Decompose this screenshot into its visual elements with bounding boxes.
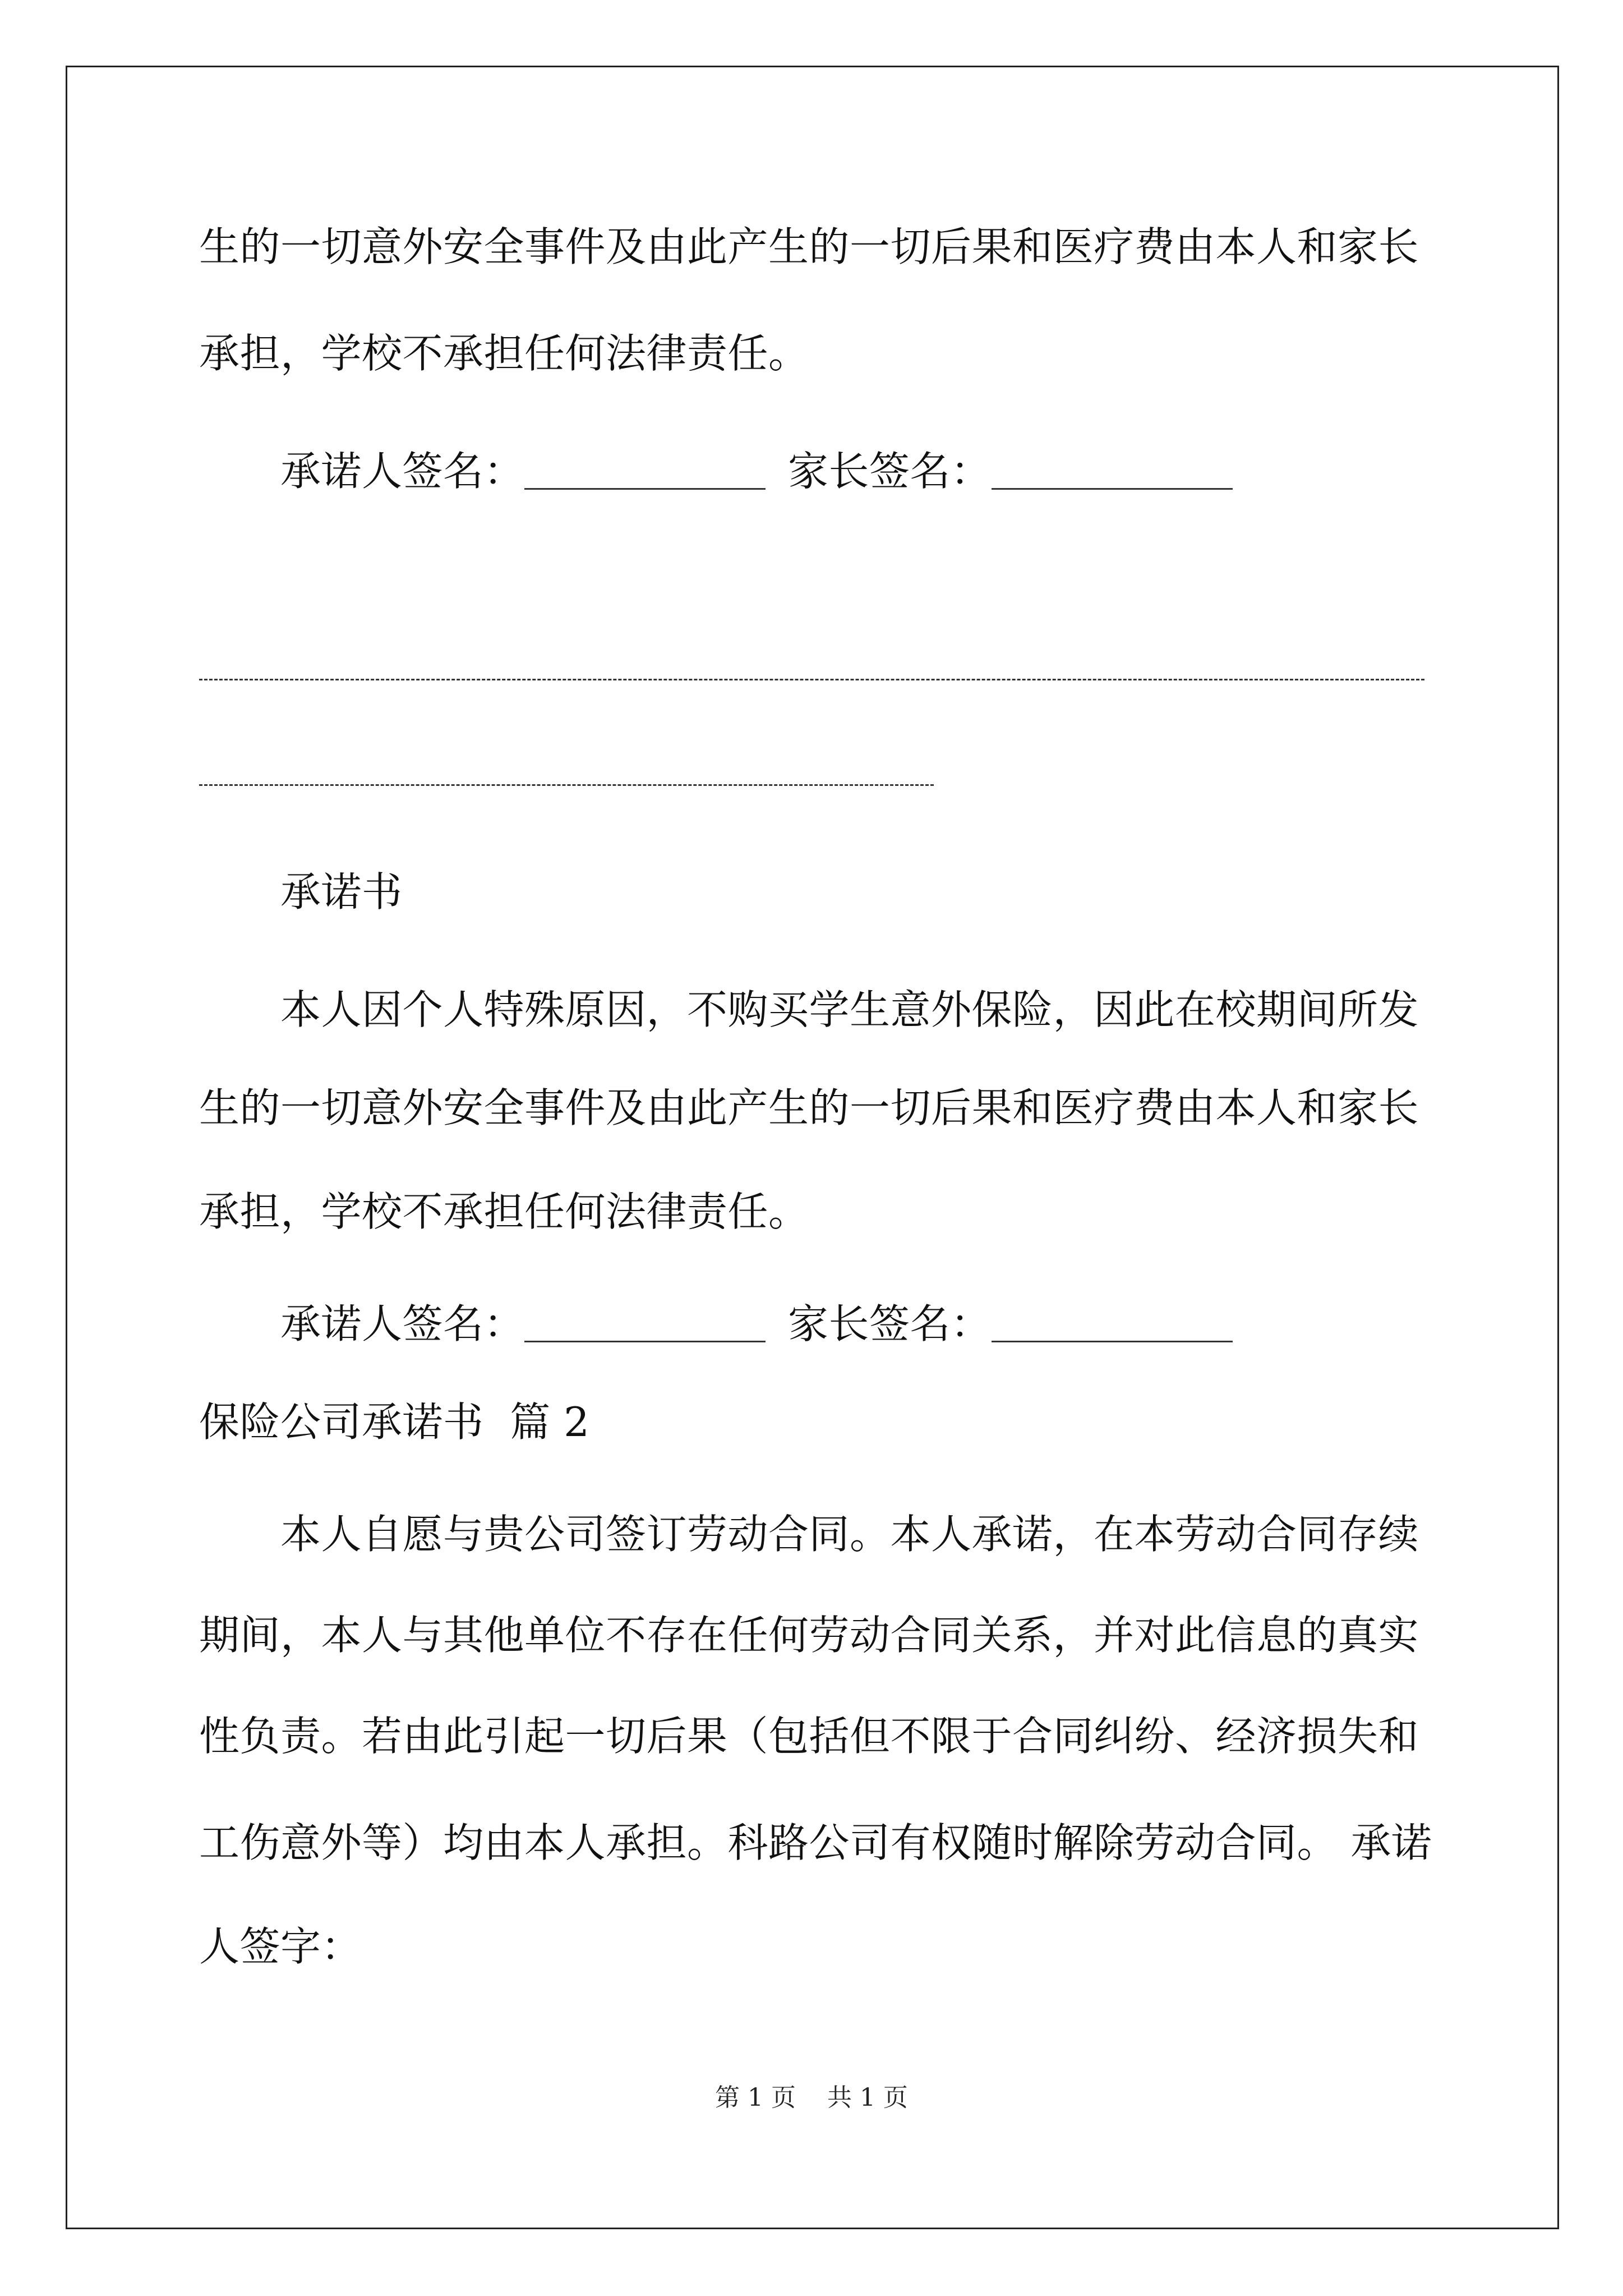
paragraph-line: 期间，本人与其他单位不存在任何劳动合同关系，并对此信息的真实	[199, 1612, 1419, 1659]
paragraph-line: 性负责。若由此引起一切后果（包括但不限于合同纠纷、经济损失和	[199, 1713, 1419, 1760]
section-title: 承诺书	[280, 868, 403, 915]
paragraph-line: 承担，学校不承担任何法律责任。	[199, 1188, 809, 1235]
separator-rule	[199, 679, 1424, 680]
separator-rule	[199, 784, 934, 786]
paragraph-line: 本人自愿与贵公司签订劳动合同。本人承诺，在本劳动合同存续	[280, 1511, 1419, 1558]
parent-signature-label: 家长签名：	[788, 448, 992, 495]
signature-row	[280, 443, 1233, 499]
promisor-signature-blank[interactable]	[524, 449, 766, 490]
page-number-footer: 第 1 页 共 1 页	[715, 2083, 908, 2112]
paragraph-line: 本人因个人特殊原因，不购买学生意外保险，因此在校期间所发	[280, 986, 1419, 1033]
paragraph-line: 生的一切意外安全事件及由此产生的一切后果和医疗费由本人和家长	[199, 223, 1419, 270]
promisor-signature-label: 承诺人签名：	[280, 1300, 525, 1347]
page-frame	[66, 66, 1559, 2229]
promisor-signature-blank[interactable]	[524, 1301, 766, 1342]
section-heading: 保险公司承诺书 篇 2	[199, 1398, 590, 1446]
signature-row	[280, 1296, 1233, 1352]
paragraph-line: 承担，学校不承担任何法律责任。	[199, 330, 809, 377]
paragraph-line: 工伤意外等）均由本人承担。科路公司有权随时解除劳动合同。 承诺	[199, 1819, 1432, 1866]
parent-signature-blank[interactable]	[992, 1301, 1233, 1342]
promisor-signature-label: 承诺人签名：	[280, 448, 525, 495]
paragraph-line: 人签字：	[199, 1923, 362, 1970]
paragraph-line: 生的一切意外安全事件及由此产生的一切后果和医疗费由本人和家长	[199, 1084, 1419, 1131]
parent-signature-blank[interactable]	[992, 449, 1233, 490]
parent-signature-label: 家长签名：	[788, 1300, 992, 1347]
